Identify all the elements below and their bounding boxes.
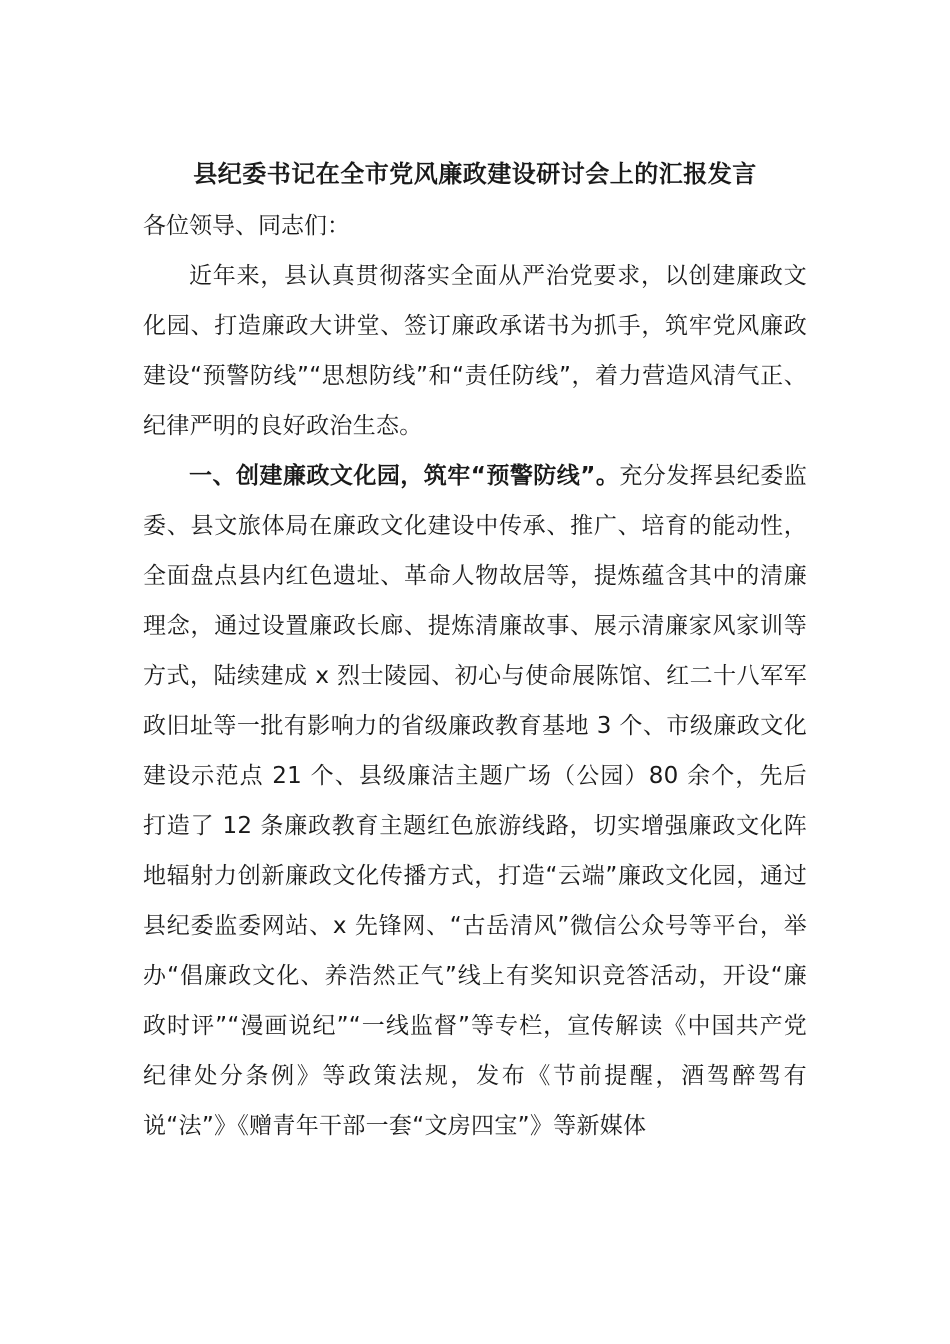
salutation: 各位领导、同志们： xyxy=(143,213,350,239)
section-1-heading: 一、创建廉政文化园，筑牢“预警防线”。 xyxy=(189,463,620,489)
section-1-paragraph xyxy=(143,451,807,1151)
section-1-body: 充分发挥县纪委监委、县文旅体局在廉政文化建设中传承、推广、培育的能动性，全面盘点县内红色遗址、革命人物故居等，提炼蕴含其中的清廉理念，通过设置廉政长廊、提炼清廉故事、展示清廉家风家训等方式，陆续建成 x 烈士陵园、初心与使命展陈馆、红二十八军军政旧址等一批有影响力的省级廉政教育基地 3 个、市级廉政文化建设示范点 21 个、县级廉洁主题广场（公园）80 余个，先后打造了 12 条廉政教育主题红色旅游线路，切实增强廉政文化阵地辐射力创新廉政文化传播方式，打造“云端”廉政文化园，通过县纪委监委网站、x 先锋网、“古岳清风”微信公众号等平台，举办“倡廉政文化、养浩然正气”线上有奖知识竞答活动，开设“廉政时评”“漫画说纪”“一线监督”等专栏，宣传解读《中国共产党纪律处分条例》等政策法规，发布《节前提醒，酒驾醉驾有说“法”》《赠青年干部一套“文房四宝”》等新媒体 xyxy=(143,463,807,1139)
document-title: 县纪委书记在全市党风廉政建设研讨会上的汇报发言 xyxy=(193,160,757,188)
document-page xyxy=(143,150,807,1151)
intro-paragraph: 近年来，县认真贯彻落实全面从严治党要求，以创建廉政文化园、打造廉政大讲堂、签订廉政承诺书为抓手，筑牢党风廉政建设“预警防线”“思想防线”和“责任防线”，着力营造风清气正、纪律严明的良好政治生态。 xyxy=(143,263,807,439)
